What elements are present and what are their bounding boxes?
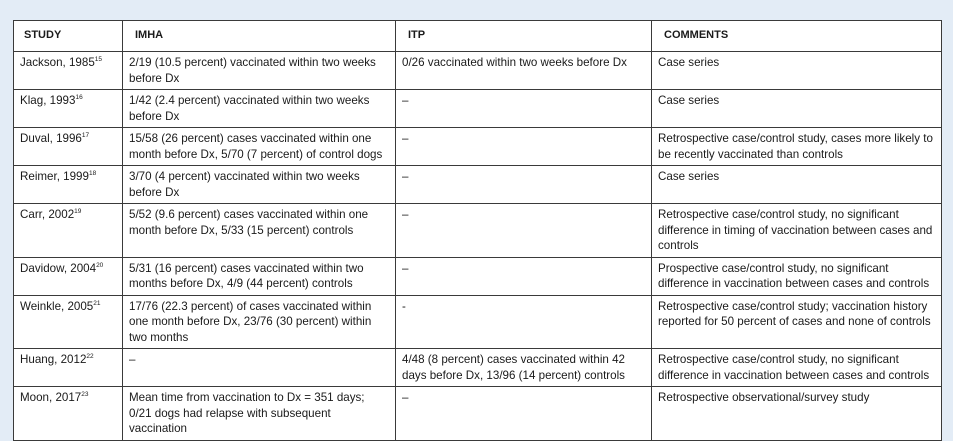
header-comments: COMMENTS xyxy=(652,21,942,52)
comments-cell: Prospective case/control study, no significant difference in vaccination between cases and controls xyxy=(652,257,942,295)
imha-cell: 1/42 (2.4 percent) vaccinated within two weeks before Dx xyxy=(123,90,396,128)
study-name: Moon, 2017 xyxy=(20,391,82,404)
reference-number: 21 xyxy=(93,299,101,307)
reference-number: 19 xyxy=(74,208,82,216)
study-cell xyxy=(14,257,123,295)
imha-cell: Mean time from vaccination to Dx = 351 days; 0/21 dogs had relapse with subsequent vaccination xyxy=(123,387,396,441)
study-name: Huang, 2012 xyxy=(20,353,87,366)
reference-number: 20 xyxy=(96,261,104,269)
reference-number: 17 xyxy=(81,132,90,140)
table-row xyxy=(14,52,942,90)
comments-cell: Retrospective observational/survey study xyxy=(652,387,942,441)
itp-cell: – xyxy=(396,166,652,204)
table-row xyxy=(14,349,942,387)
reference-number: 16 xyxy=(75,94,83,102)
imha-cell: 17/76 (22.3 percent) of cases vaccinated within one month before Dx, 23/76 (30 percent) within two months xyxy=(123,295,396,349)
itp-cell: – xyxy=(396,204,652,258)
table-row xyxy=(14,257,942,295)
comments-cell: Retrospective case/control study, no significant difference in timing of vaccination between cases and controls xyxy=(652,204,942,258)
study-cell xyxy=(14,52,123,90)
itp-cell: - xyxy=(396,295,652,349)
table-row xyxy=(14,166,942,204)
itp-cell: – xyxy=(396,128,652,166)
study-name: Jackson, 1985 xyxy=(20,56,95,69)
table-row xyxy=(14,204,942,258)
imha-cell: 2/19 (10.5 percent) vaccinated within two weeks before Dx xyxy=(123,52,396,90)
itp-cell: – xyxy=(396,387,652,441)
study-name: Reimer, 1999 xyxy=(20,170,89,183)
header-itp: ITP xyxy=(396,21,652,52)
itp-cell: – xyxy=(396,257,652,295)
study-name: Duval, 1996 xyxy=(20,132,82,145)
study-cell xyxy=(14,204,123,258)
imha-cell: – xyxy=(123,349,396,387)
reference-number: 23 xyxy=(81,391,89,399)
comments-cell: Case series xyxy=(652,166,942,204)
imha-cell: 5/52 (9.6 percent) cases vaccinated within one month before Dx, 5/33 (15 percent) controls xyxy=(123,204,396,258)
header-imha: IMHA xyxy=(123,21,396,52)
study-cell xyxy=(14,128,123,166)
header-study: STUDY xyxy=(14,21,123,52)
header-row xyxy=(14,21,942,52)
study-name: Davidow, 2004 xyxy=(20,261,97,275)
table-row xyxy=(14,128,942,166)
comments-cell: Retrospective case/control study, no significant difference in vaccination between cases and controls xyxy=(652,349,942,387)
study-cell xyxy=(14,349,123,387)
itp-cell: 0/26 vaccinated within two weeks before Dx xyxy=(396,52,652,90)
reference-number: 15 xyxy=(94,56,102,64)
imha-cell: 3/70 (4 percent) vaccinated within two weeks before Dx xyxy=(123,166,396,204)
comments-cell: Retrospective case/control study, cases more likely to be recently vaccinated than controls xyxy=(652,128,942,166)
comments-cell: Case series xyxy=(652,90,942,128)
imha-cell: 15/58 (26 percent) cases vaccinated within one month before Dx, 5/70 (7 percent) of control dogs xyxy=(123,128,396,166)
study-name: Weinkle, 2005 xyxy=(20,299,94,313)
study-name: Carr, 2002 xyxy=(20,208,75,221)
studies-table xyxy=(13,20,942,441)
study-cell xyxy=(14,295,123,349)
table-row xyxy=(14,90,942,128)
reference-number: 18 xyxy=(88,170,97,178)
study-name: Klag, 1993 xyxy=(20,94,76,107)
table-body xyxy=(14,52,942,441)
reference-number: 22 xyxy=(86,353,94,361)
study-cell xyxy=(14,166,123,204)
itp-cell: 4/48 (8 percent) cases vaccinated within 42 days before Dx, 13/96 (14 percent) controls xyxy=(396,349,652,387)
study-cell xyxy=(14,90,123,128)
imha-cell: 5/31 (16 percent) cases vaccinated within two months before Dx, 4/9 (44 percent) controls xyxy=(123,257,396,295)
table-row xyxy=(14,295,942,349)
itp-cell: – xyxy=(396,90,652,128)
comments-cell: Retrospective case/control study; vaccination history reported for 50 percent of cases and none of controls xyxy=(652,295,942,349)
comments-cell: Case series xyxy=(652,52,942,90)
